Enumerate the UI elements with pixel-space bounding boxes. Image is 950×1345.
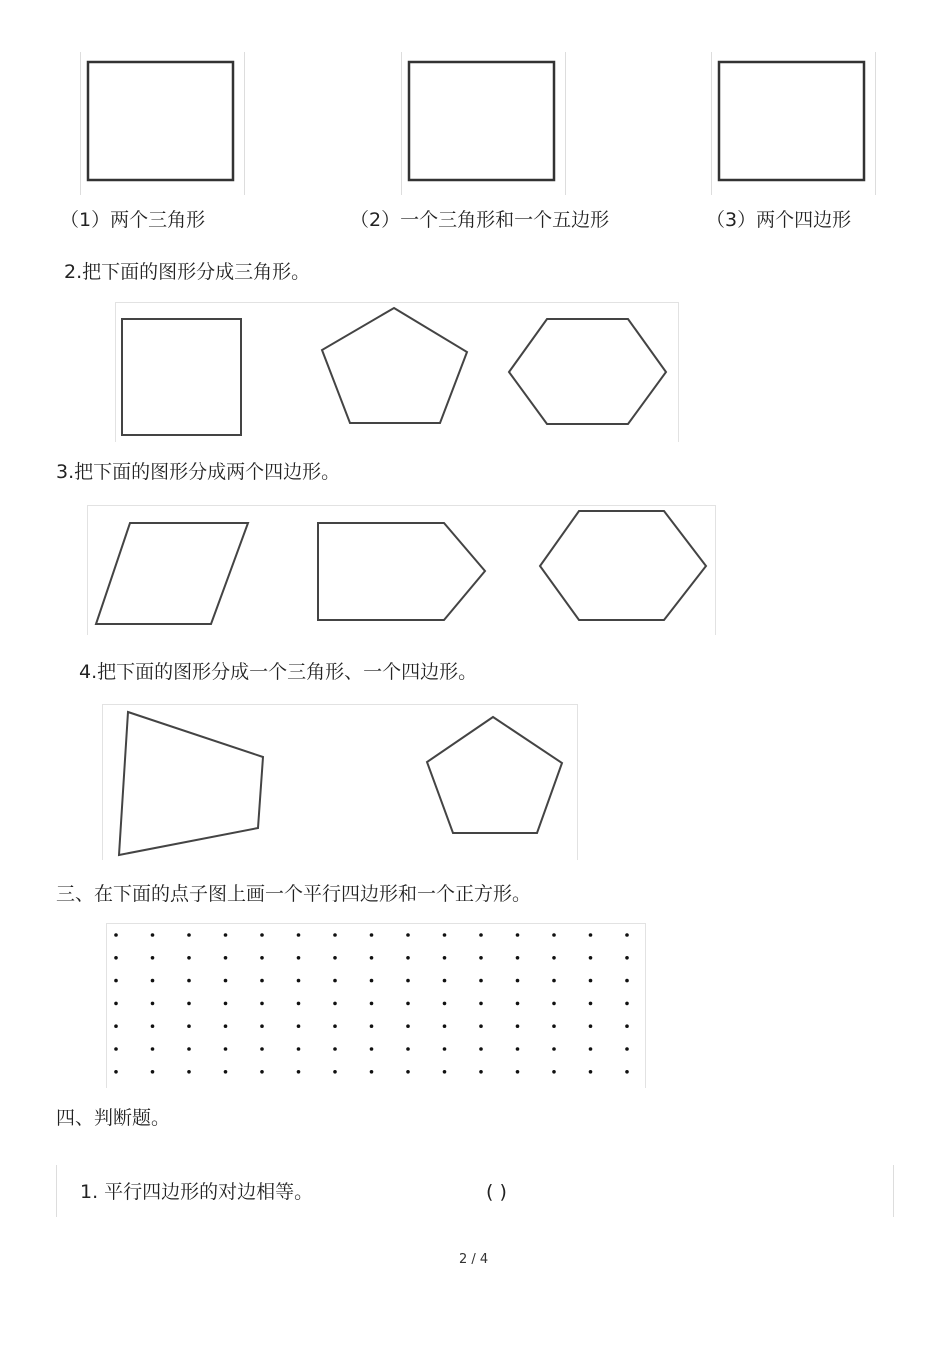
grid-dot xyxy=(443,1002,447,1006)
grid-dot xyxy=(151,933,155,937)
grid-dot xyxy=(516,956,520,960)
grid-dot xyxy=(406,1070,410,1074)
grid-dot xyxy=(187,956,191,960)
grid-dot xyxy=(589,933,593,937)
grid-dot xyxy=(552,979,556,983)
grid-dot xyxy=(479,1047,483,1051)
grid-dot xyxy=(625,1070,629,1074)
grid-dot xyxy=(260,1070,264,1074)
row1-label-1: （1）两个三角形 xyxy=(60,209,206,231)
grid-dot xyxy=(260,933,264,937)
grid-dot xyxy=(479,956,483,960)
grid-dot xyxy=(552,1047,556,1051)
grid-dot xyxy=(187,1070,191,1074)
row1-label-3: （3）两个四边形 xyxy=(706,209,852,231)
grid-dot xyxy=(114,1047,118,1051)
grid-dot xyxy=(114,1024,118,1028)
grid-dot xyxy=(625,1024,629,1028)
grid-dot xyxy=(297,979,301,983)
grid-dot xyxy=(333,979,337,983)
grid-dot xyxy=(552,933,556,937)
grid-dot xyxy=(260,979,264,983)
judgement-item-1-answer[interactable]: ( ) xyxy=(486,1181,507,1203)
grid-dot xyxy=(406,1024,410,1028)
grid-dot xyxy=(406,1047,410,1051)
grid-dot xyxy=(297,1047,301,1051)
grid-dot xyxy=(516,1002,520,1006)
grid-dot xyxy=(479,1070,483,1074)
grid-dot xyxy=(443,1070,447,1074)
grid-dot xyxy=(589,1002,593,1006)
grid-dot xyxy=(443,979,447,983)
grid-dot xyxy=(297,933,301,937)
grid-dot xyxy=(370,956,374,960)
grid-dot xyxy=(333,1002,337,1006)
grid-dot xyxy=(333,1070,337,1074)
grid-dot xyxy=(370,1047,374,1051)
grid-dot xyxy=(187,1047,191,1051)
grid-dot xyxy=(589,956,593,960)
grid-dot xyxy=(333,956,337,960)
grid-dot xyxy=(625,933,629,937)
grid-dot xyxy=(370,1024,374,1028)
grid-dot xyxy=(516,1024,520,1028)
grid-dot xyxy=(479,1002,483,1006)
grid-dot xyxy=(443,1024,447,1028)
grid-dot xyxy=(187,933,191,937)
grid-dot xyxy=(516,1070,520,1074)
grid-dot xyxy=(297,1024,301,1028)
grid-dot xyxy=(187,979,191,983)
grid-dot xyxy=(443,1047,447,1051)
grid-dot xyxy=(479,1024,483,1028)
grid-dot xyxy=(187,1024,191,1028)
grid-dot xyxy=(370,1070,374,1074)
grid-dot xyxy=(114,1002,118,1006)
q4-title: 4.把下面的图形分成一个三角形、一个四边形。 xyxy=(79,661,478,683)
grid-dot xyxy=(443,956,447,960)
grid-dot xyxy=(260,956,264,960)
grid-dot xyxy=(516,979,520,983)
grid-dot xyxy=(516,933,520,937)
grid-dot xyxy=(297,956,301,960)
grid-dot xyxy=(224,1002,228,1006)
section3-title: 三、在下面的点子图上画一个平行四边形和一个正方形。 xyxy=(56,883,532,905)
grid-dot xyxy=(516,1047,520,1051)
grid-dot xyxy=(479,933,483,937)
grid-dot xyxy=(224,1070,228,1074)
grid-dot xyxy=(260,1047,264,1051)
grid-dot xyxy=(406,956,410,960)
grid-dot xyxy=(151,1024,155,1028)
page-number: 2 / 4 xyxy=(459,1252,489,1267)
section4-title: 四、判断题。 xyxy=(56,1107,171,1129)
row1-label-2: （2）一个三角形和一个五边形 xyxy=(350,209,610,231)
grid-dot xyxy=(151,956,155,960)
grid-dot xyxy=(552,1002,556,1006)
grid-dot xyxy=(333,1024,337,1028)
grid-dot xyxy=(151,979,155,983)
grid-dot xyxy=(589,1047,593,1051)
grid-dot xyxy=(114,933,118,937)
grid-dot xyxy=(370,979,374,983)
grid-dot xyxy=(224,1047,228,1051)
grid-dot xyxy=(333,933,337,937)
grid-dot xyxy=(333,1047,337,1051)
grid-dot xyxy=(625,1002,629,1006)
grid-dot xyxy=(625,956,629,960)
grid-dot xyxy=(625,1047,629,1051)
grid-dot xyxy=(406,933,410,937)
grid-dot xyxy=(224,956,228,960)
grid-dot xyxy=(224,1024,228,1028)
grid-dot xyxy=(151,1002,155,1006)
grid-dot xyxy=(224,933,228,937)
grid-dot xyxy=(589,979,593,983)
q3-title: 3.把下面的图形分成两个四边形。 xyxy=(56,461,341,483)
grid-dot xyxy=(625,979,629,983)
grid-dot xyxy=(114,979,118,983)
grid-dot xyxy=(297,1002,301,1006)
grid-dot xyxy=(589,1024,593,1028)
grid-dot xyxy=(552,1024,556,1028)
grid-dot xyxy=(187,1002,191,1006)
grid-dot xyxy=(370,1002,374,1006)
grid-dot xyxy=(552,1070,556,1074)
grid-dot xyxy=(114,1070,118,1074)
grid-dot xyxy=(260,1002,264,1006)
judgement-item-1-text: 1. 平行四边形的对边相等。 xyxy=(80,1181,314,1203)
grid-dot xyxy=(224,979,228,983)
grid-dot xyxy=(151,1070,155,1074)
grid-dot xyxy=(479,979,483,983)
q2-title: 2.把下面的图形分成三角形。 xyxy=(64,261,311,283)
grid-dot xyxy=(151,1047,155,1051)
grid-dot xyxy=(406,979,410,983)
grid-dot xyxy=(260,1024,264,1028)
grid-dot xyxy=(370,933,374,937)
grid-dot xyxy=(114,956,118,960)
grid-dot xyxy=(443,933,447,937)
grid-dot xyxy=(406,1002,410,1006)
grid-dot xyxy=(589,1070,593,1074)
grid-dot xyxy=(552,956,556,960)
grid-dot xyxy=(297,1070,301,1074)
